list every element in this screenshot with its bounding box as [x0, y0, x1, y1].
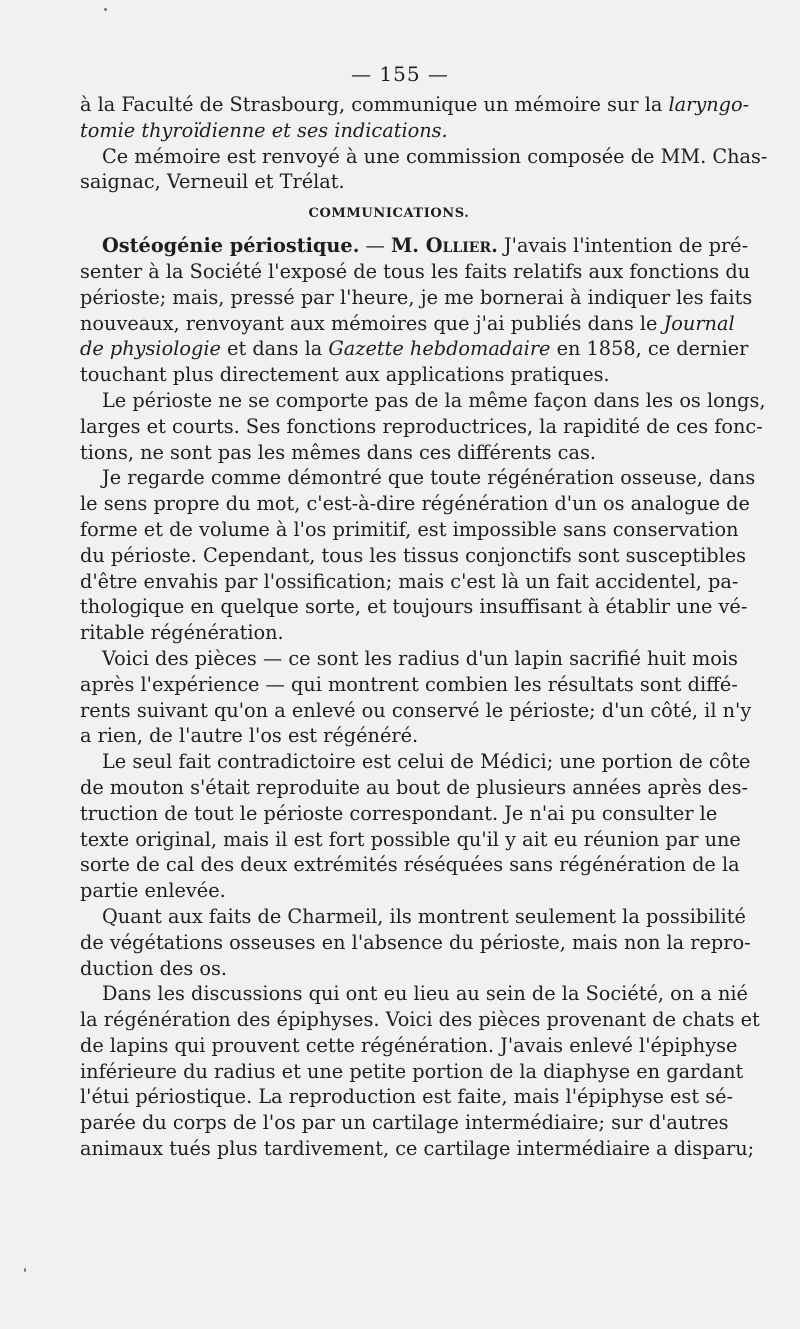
section-heading: COMMUNICATIONS.	[308, 206, 470, 222]
text-line: ritable régénération.	[80, 621, 284, 645]
text-line: thologique en quelque sorte, et toujours insuffisant à établir une vé-	[80, 595, 748, 619]
text-line: tomie thyroïdienne et ses indications.	[80, 118, 448, 142]
text-line: du périoste. Cependant, tous les tissus conjonctifs sont susceptibles	[80, 543, 747, 567]
paragraph	[80, 233, 753, 388]
text-line: le sens propre du mot, c'est-à-dire régénération d'un os analogue de	[80, 492, 750, 516]
text-line: périoste; mais, pressé par l'heure, je me bornerai à indiquer les faits	[80, 285, 753, 309]
text-line: d'être envahis par l'ossification; mais c'est là un fait accidentel, pa-	[80, 569, 739, 593]
paragraph	[80, 144, 768, 196]
text-line: senter à la Société l'exposé de tous les faits relatifs aux fonctions du	[80, 259, 751, 283]
text-line: la régénération des épiphyses. Voici des pièces provenant de chats et	[80, 1008, 760, 1032]
text-line: partie enlevée.	[80, 879, 226, 903]
text-line: Ce mémoire est renvoyé à une commission composée de MM. Chas-	[102, 144, 768, 168]
text-line: à la Faculté de Strasbourg, communique un mémoire sur la laryngo-	[80, 93, 750, 116]
text-line: Le seul fait contradictoire est celui de Médici; une portion de côte	[102, 750, 751, 774]
text-line: forme et de volume à l'os primitif, est impossible sans conservation	[80, 517, 739, 541]
text-line: de végétations osseuses en l'absence du périoste, mais non la repro-	[80, 930, 751, 954]
article-title: Ostéogénie périostique.	[102, 234, 360, 258]
text-line: parée du corps de l'os par un cartilage intermédiaire; sur d'autres	[80, 1111, 729, 1135]
body-text	[80, 92, 768, 1162]
text-line: Dans les discussions qui ont eu lieu au sein de la Société, on a nié	[102, 982, 748, 1006]
author-name: M. Ollier.	[390, 234, 498, 258]
text-line: sorte de cal des deux extrémités réséquées sans régénération de la	[80, 853, 740, 877]
paragraph	[80, 749, 751, 904]
text-line: de lapins qui prouvent cette régénération. J'avais enlevé l'épiphyse	[80, 1033, 738, 1057]
paragraph	[80, 646, 752, 749]
paragraph	[80, 465, 756, 646]
text-line: a rien, de l'autre l'os est régénéré.	[80, 724, 419, 748]
text-line: de mouton s'était reproduite au bout de plusieurs années après des-	[80, 775, 749, 799]
text-line: inférieure du radius et une petite portion de la diaphyse en gardant	[80, 1059, 744, 1083]
text-line: rents suivant qu'on a enlevé ou conservé le périoste; d'un côté, il n'y	[80, 698, 752, 722]
text-line: l'étui périostique. La reproduction est faite, mais l'épiphyse est sé-	[80, 1085, 734, 1109]
paragraph	[80, 388, 766, 465]
text-line: Voici des pièces — ce sont les radius d'un lapin sacrifié huit mois	[102, 646, 738, 670]
text-line: duction des os.	[80, 956, 228, 980]
text-line: larges et courts. Ses fonctions reproductrices, la rapidité de ces fonc-	[80, 414, 763, 438]
text-line: Le périoste ne se comporte pas de la même façon dans les os longs,	[102, 388, 766, 412]
paragraph	[80, 92, 750, 144]
text-line: nouveaux, renvoyant aux mémoires que j'ai publiés dans le Journal	[80, 311, 735, 335]
page-number: — 155 —	[351, 62, 449, 86]
paper-speck	[104, 8, 107, 11]
text-line: Quant aux faits de Charmeil, ils montrent seulement la possibilité	[102, 904, 746, 928]
paragraph	[80, 904, 751, 981]
text-line: touchant plus directement aux applications pratiques.	[80, 363, 610, 387]
text-line: texte original, mais il est fort possible qu'il y ait eu réunion par une	[80, 827, 741, 851]
text-line: animaux tués plus tardivement, ce cartilage intermédiaire a disparu;	[80, 1137, 755, 1161]
paragraph	[80, 981, 760, 1162]
text-line: après l'expérience — qui montrent combien les résultats sont diffé-	[80, 672, 738, 696]
paper-speck	[24, 1268, 26, 1272]
text-line: truction de tout le périoste correspondant. Je n'ai pu consulter le	[80, 801, 718, 825]
text-line: Ostéogénie périostique. — M. Ollier. J'avais l'intention de pré-	[102, 234, 749, 258]
text-line: de physiologie et dans la Gazette hebdomadaire en 1858, ce dernier	[80, 337, 749, 361]
text-line: tions, ne sont pas les mêmes dans ces différents cas.	[80, 440, 596, 464]
text-line: saignac, Verneuil et Trélat.	[80, 170, 345, 194]
text-line: Je regarde comme démontré que toute régénération osseuse, dans	[102, 466, 756, 490]
